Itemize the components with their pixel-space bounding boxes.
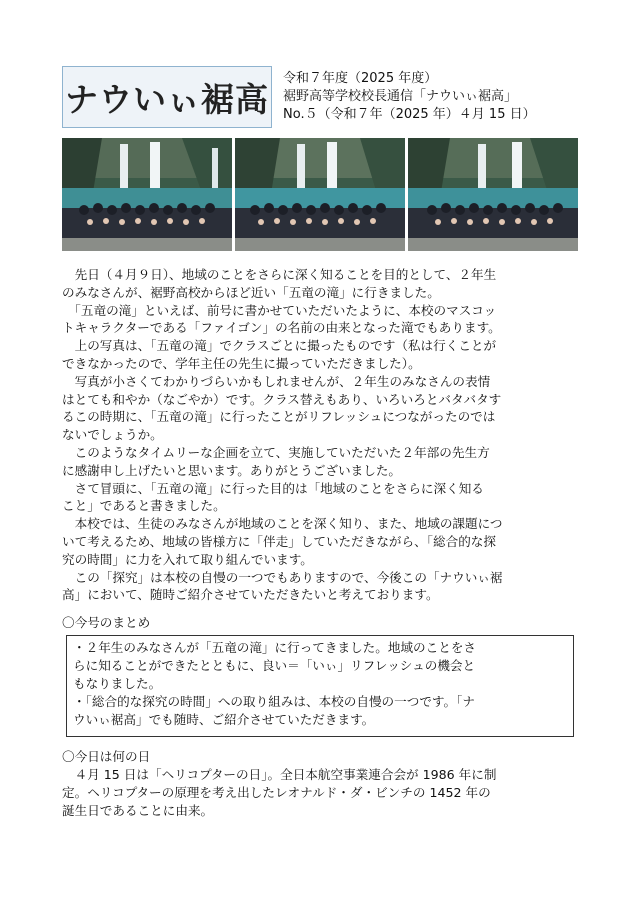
body-line: いて考えるため、地域の皆様方に「伴走」していただきながら、「総合的な探: [62, 533, 496, 549]
class-photo-3: [408, 138, 578, 251]
today-heading: 〇今日は何の日: [62, 749, 151, 764]
body-line: 「五竜の滝」といえば、前号に書かせていただいたように、本校のマスコッ: [62, 302, 497, 318]
body-line: トキャラクターである「ファイゴン」の名前の由来となった滝でもあります。: [62, 320, 501, 336]
body-line: はとても和やか（なごやか）です。クラス替えもあり、いろいろとバタバタす: [62, 391, 502, 407]
class-photo-1: [62, 138, 232, 251]
summary-line: ・「総合的な探究の時間」への取り組みは、本校の自慢の一つです。「ナ: [73, 694, 475, 709]
body-line: ないでしょうか。: [62, 427, 163, 443]
body-line: 本校では、生徒のみなさんが地域のことを深く知り、また、地域の課題につ: [62, 516, 503, 532]
summary-heading: 〇今号のまとめ: [62, 615, 151, 630]
masthead: [62, 66, 578, 130]
body-line: 究の時間」に力を入れて取り組んでいます。: [62, 551, 313, 567]
body-line: 上の写真は、「五竜の滝」でクラスごとに撮ったものです（私は行くことが: [62, 338, 497, 354]
summary-line: もなりました。: [73, 676, 162, 691]
body-line: のみなさんが、裾野高校からほど近い「五竜の滝」に行きました。: [62, 284, 440, 300]
issue-line-number: No.５（令和７年（2025 年）４月 15 日）: [283, 107, 536, 122]
body-line: さて冒頭に、「五竜の滝」に行った目的は「地域のことをさらに深く知る: [62, 480, 484, 496]
body-line: こと」であると書きました。: [62, 498, 226, 514]
today-line: 誕生日であることに由来。: [62, 803, 214, 818]
article-body: [62, 266, 582, 604]
newsletter-title-box: [62, 66, 272, 128]
issue-info: [283, 70, 536, 124]
newsletter-title: ナウいぃ裾高: [65, 79, 269, 119]
summary-line: らに知ることができたとともに、良い＝「いぃ」リフレッシュの機会と: [73, 658, 476, 673]
summary-line: ・２年生のみなさんが「五竜の滝」に行ってきました。地域のことをさ: [73, 640, 476, 655]
issue-line-year: 令和７年度（2025 年度）: [283, 71, 438, 86]
body-line: このようなタイムリーな企画を立て、実施していただいた２年部の先生方: [62, 444, 490, 460]
photo-strip: [62, 138, 578, 252]
body-line: 写真が小さくてわかりづらいかもしれませんが、２年生のみなさんの表情: [62, 373, 491, 389]
body-line: 高」において、随時ご紹介させていただきたいと考えております。: [62, 587, 439, 603]
today-line: 定。ヘリコプターの原理を考え出したレオナルド・ダ・ビンチの 1452 年の: [62, 785, 491, 800]
body-line: 先日（４月９日）、地域のことをさらに深く知ることを目的として、２年生: [62, 267, 497, 282]
issue-line-publication: 裾野高等学校校長通信「ナウいぃ裾高」: [283, 89, 518, 104]
summary-box: [66, 635, 574, 737]
summary-line: ウいぃ裾高」でも随時、ご紹介させていただきます。: [73, 712, 375, 727]
body-line: るこの時期に、「五竜の滝」に行ったことがリフレッシュにつながったのでは: [62, 409, 496, 425]
today-line: ４月 15 日は「ヘリコプターの日」。全日本航空事業連合会が 1986 年に制: [62, 767, 497, 782]
today-body: [62, 766, 582, 820]
body-line: できなかったので、学年主任の先生に撮っていただきました）。: [62, 355, 421, 371]
body-line: この「探究」は本校の自慢の一つでもありますので、今後この「ナウいぃ裾: [62, 569, 503, 585]
body-line: に感謝申し上げたいと思います。ありがとうございました。: [62, 462, 402, 478]
class-photo-2: [235, 138, 405, 251]
